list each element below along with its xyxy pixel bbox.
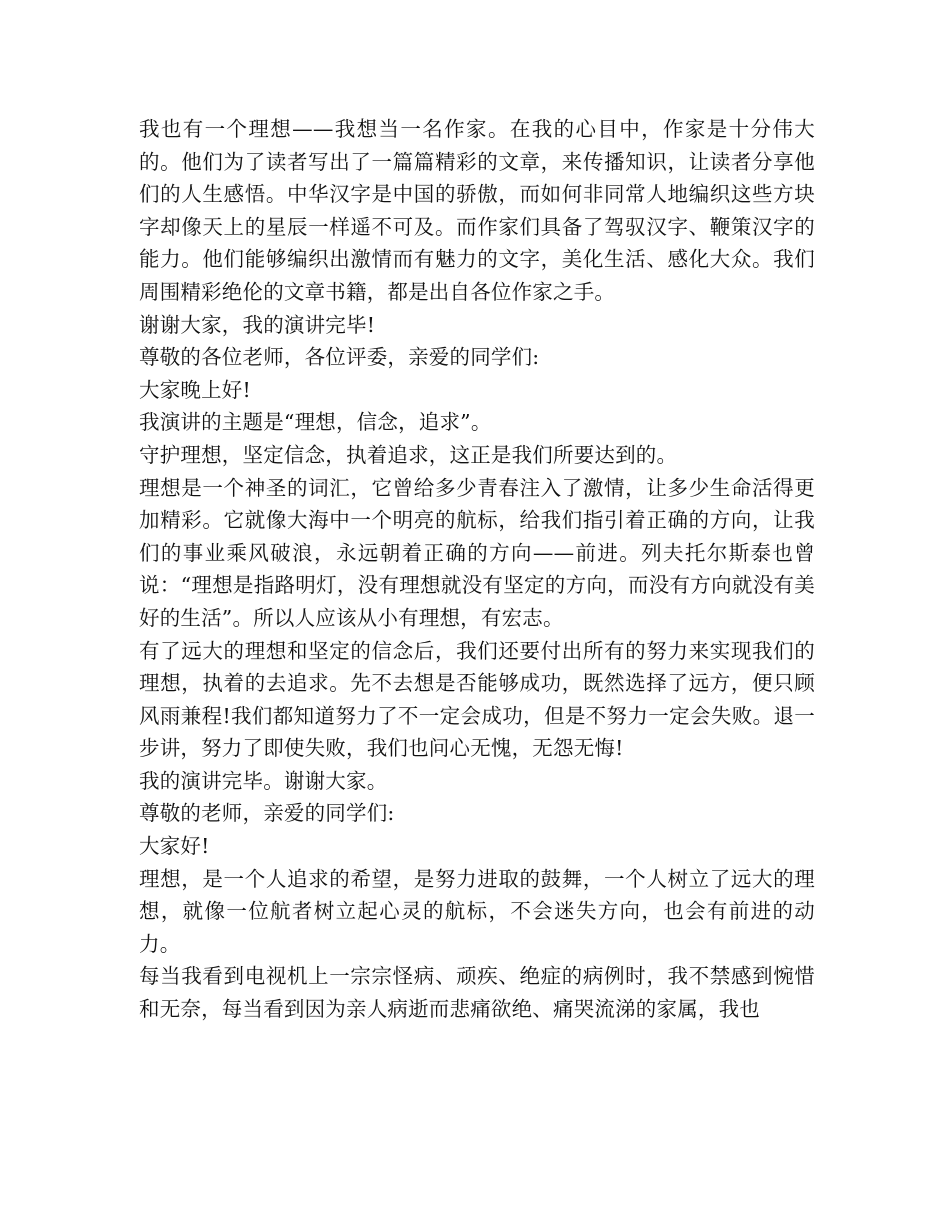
paragraph-greeting-judges: 尊敬的各位老师，各位评委，亲爱的同学们: [139, 345, 540, 370]
paragraph-pursue-effort: 有了远大的理想和坚定的信念后，我们还要付出所有的努力来实现我们的理想，执着的去追求。先不去想是否能够成功，既然选择了远方，便只顾风雨兼程!我们都知道努力了不一定会成功，但是不努力一定会失败。退一步讲，努力了即使失败，我们也问心无愧，无怨无悔! [139, 638, 815, 761]
paragraph-ideal-sacred: 理想是一个神圣的词汇，它曾给多少青春注入了激情，让多少生命活得更加精彩。它就像大海中一个明亮的航标，给我们指引着正确的方向，让我们的事业乘风破浪，永远朝着正确的方向——前进。列夫托尔斯泰也曾说：“理想是指路明灯，没有理想就没有坚定的方向，而没有方向就没有美好的生活”。所以人应该从小有理想，有宏志。 [139, 475, 815, 630]
document-body [139, 113, 815, 1026]
paragraph-writer-dream: 我也有一个理想——我想当一名作家。在我的心目中，作家是十分伟大的。他们为了读者写出了一篇篇精彩的文章，来传播知识，让读者分享他们的人生感悟。中华汉字是中国的骄傲，而如何非同常人地编织这些方块字却像天上的星辰一样遥不可及。而作家们具备了驾驭汉字、鞭策汉字的能力。他们能够编织出激情而有魅力的文字，美化生活、感化大众。我们周围精彩绝伦的文章书籍，都是出自各位作家之手。 [139, 117, 815, 304]
paragraph-hello-everyone: 大家好! [139, 834, 210, 859]
paragraph-thanks: 谢谢大家，我的演讲完毕! [139, 312, 376, 337]
paragraph-guard-ideal: 守护理想，坚定信念，执着追求，这正是我们所要达到的。 [139, 442, 678, 467]
paragraph-ideal-hope: 理想，是一个人追求的希望，是努力进取的鼓舞，一个人树立了远大的理想，就像一位航者树立起心灵的航标，不会迷失方向，也会有前进的动力。 [139, 866, 815, 956]
paragraph-greeting-teachers: 尊敬的老师，亲爱的同学们: [139, 801, 395, 826]
paragraph-tv-illness: 每当我看到电视机上一宗宗怪病、顽疾、绝症的病例时，我不禁感到惋惜和无奈，每当看到因为亲人病逝而悲痛欲绝、痛哭流涕的家属，我也 [139, 964, 815, 1022]
paragraph-speech-end: 我的演讲完毕。谢谢大家。 [139, 768, 388, 793]
paragraph-speech-theme: 我演讲的主题是“理想，信念，追求”。 [139, 410, 492, 435]
paragraph-good-evening: 大家晚上好! [139, 377, 251, 402]
